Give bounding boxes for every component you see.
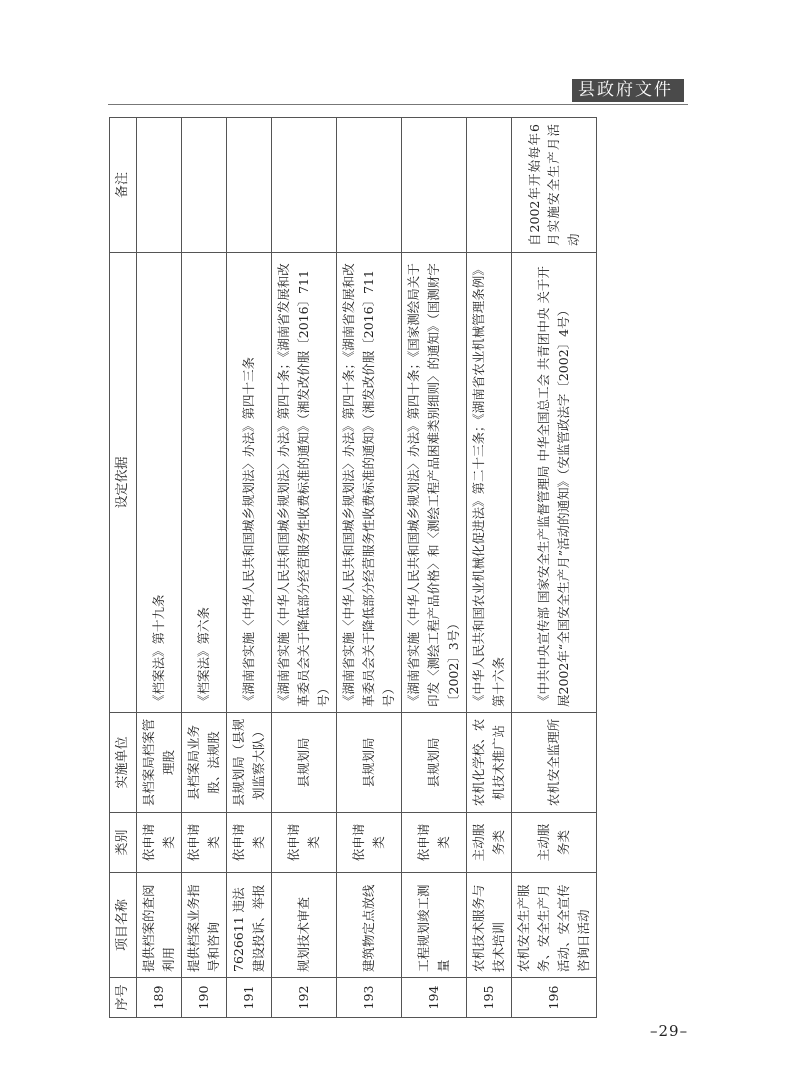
cell-unit: 县档案局业务股、法规股 <box>182 713 227 813</box>
cell-name: 农机技术服务与技术培训 <box>467 873 512 978</box>
cell-name: 提供档案的查阅利用 <box>137 873 182 978</box>
cell-note <box>227 118 272 253</box>
table-row <box>467 118 512 1018</box>
col-header-unit: 实施单位 <box>110 713 137 813</box>
cell-no: 192 <box>272 978 337 1018</box>
cell-no: 194 <box>402 978 467 1018</box>
cell-unit: 县规划局 <box>337 713 402 813</box>
cell-unit: 县档案局档案管理股 <box>137 713 182 813</box>
cell-name: 7626611 违法建设投诉、举报 <box>227 873 272 978</box>
cell-note: 自2002年开始每年6月实施安全生产月活动 <box>512 118 597 253</box>
cell-type: 依申请类 <box>182 813 227 873</box>
cell-unit: 县规划局 <box>272 713 337 813</box>
table-row <box>402 118 467 1018</box>
col-header-basis: 设定依据 <box>110 253 137 713</box>
cell-no: 195 <box>467 978 512 1018</box>
cell-no: 191 <box>227 978 272 1018</box>
cell-basis: 《湖南省实施〈中华人民共和国城乡规划法〉办法》第四十三条 <box>227 253 272 713</box>
cell-unit: 县规划局 <box>402 713 467 813</box>
cell-name: 提供档案业务指导和咨询 <box>182 873 227 978</box>
cell-type: 依申请类 <box>272 813 337 873</box>
cell-no: 193 <box>337 978 402 1018</box>
header-title: 县政府文件 <box>578 80 673 100</box>
table-row <box>227 118 272 1018</box>
page-number: –29– <box>650 1022 689 1040</box>
cell-type: 依申请类 <box>402 813 467 873</box>
table-row <box>337 118 402 1018</box>
col-header-name: 项目名称 <box>110 873 137 978</box>
header-rule <box>108 104 688 105</box>
cell-no: 189 <box>137 978 182 1018</box>
cell-type: 依申请类 <box>227 813 272 873</box>
cell-unit: 县规划局（县规划监察大队） <box>227 713 272 813</box>
cell-name: 建筑物定点放线 <box>337 873 402 978</box>
rotated-table-frame <box>109 117 591 1018</box>
cell-basis: 《档案法》第六条 <box>182 253 227 713</box>
cell-basis: 《湖南省实施〈中华人民共和国城乡规划法〉办法》第四十条；《国家测绘局关于印发〈测绘工程产品价格〉和〈测绘工程产品困难类别细则〉的通知》（国测财字〔2002〕3号） <box>402 253 467 713</box>
cell-type: 依申请类 <box>337 813 402 873</box>
cell-note <box>182 118 227 253</box>
cell-no: 190 <box>182 978 227 1018</box>
col-header-type: 类别 <box>110 813 137 873</box>
cell-basis: 《档案法》第十九条 <box>137 253 182 713</box>
cell-basis: 《湖南省实施〈中华人民共和国城乡规划法〉办法》第四十条；《湖南省发展和改革委员会关于降低部分经营服务性收费标准的通知》（湘发改价服〔2016〕711号） <box>337 253 402 713</box>
cell-type: 主动服务类 <box>467 813 512 873</box>
table-row <box>512 118 597 1018</box>
cell-no: 196 <box>512 978 597 1018</box>
cell-basis: 《中共中央宣传部 国家安全生产监督管理局 中华全国总工会 共青团中央 关于开展2002年“全国安全生产月”活动的通知》（安监管政法字〔2002〕4号） <box>512 253 597 713</box>
cell-type: 依申请类 <box>137 813 182 873</box>
cell-basis: 《中华人民共和国农业机械化促进法》第二十三条；《湖南省农业机械管理条例》第十六条 <box>467 253 512 713</box>
cell-unit: 农机化学校、农机技术推广站 <box>467 713 512 813</box>
cell-note <box>467 118 512 253</box>
col-header-no: 序号 <box>110 978 137 1018</box>
cell-name: 农机安全生产服务、安全生产月活动、安全宣传咨询日活动 <box>512 873 597 978</box>
cell-note <box>137 118 182 253</box>
cell-note <box>337 118 402 253</box>
cell-basis: 《湖南省实施〈中华人民共和国城乡规划法〉办法》第四十条；《湖南省发展和改革委员会关于降低部分经营服务性收费标准的通知》（湘发改价服〔2016〕711号） <box>272 253 337 713</box>
cell-name: 规划技术审查 <box>272 873 337 978</box>
cell-type: 主动服务类 <box>512 813 597 873</box>
table-row <box>137 118 182 1018</box>
service-items-table <box>109 117 597 1018</box>
table-row <box>272 118 337 1018</box>
cell-note <box>272 118 337 253</box>
col-header-note: 备注 <box>110 118 137 253</box>
cell-note <box>402 118 467 253</box>
table-header-row <box>110 118 137 1018</box>
table-row <box>182 118 227 1018</box>
table-container <box>109 117 591 1018</box>
cell-name: 工程规划竣工测量 <box>402 873 467 978</box>
cell-unit: 农机安全监理所 <box>512 713 597 813</box>
